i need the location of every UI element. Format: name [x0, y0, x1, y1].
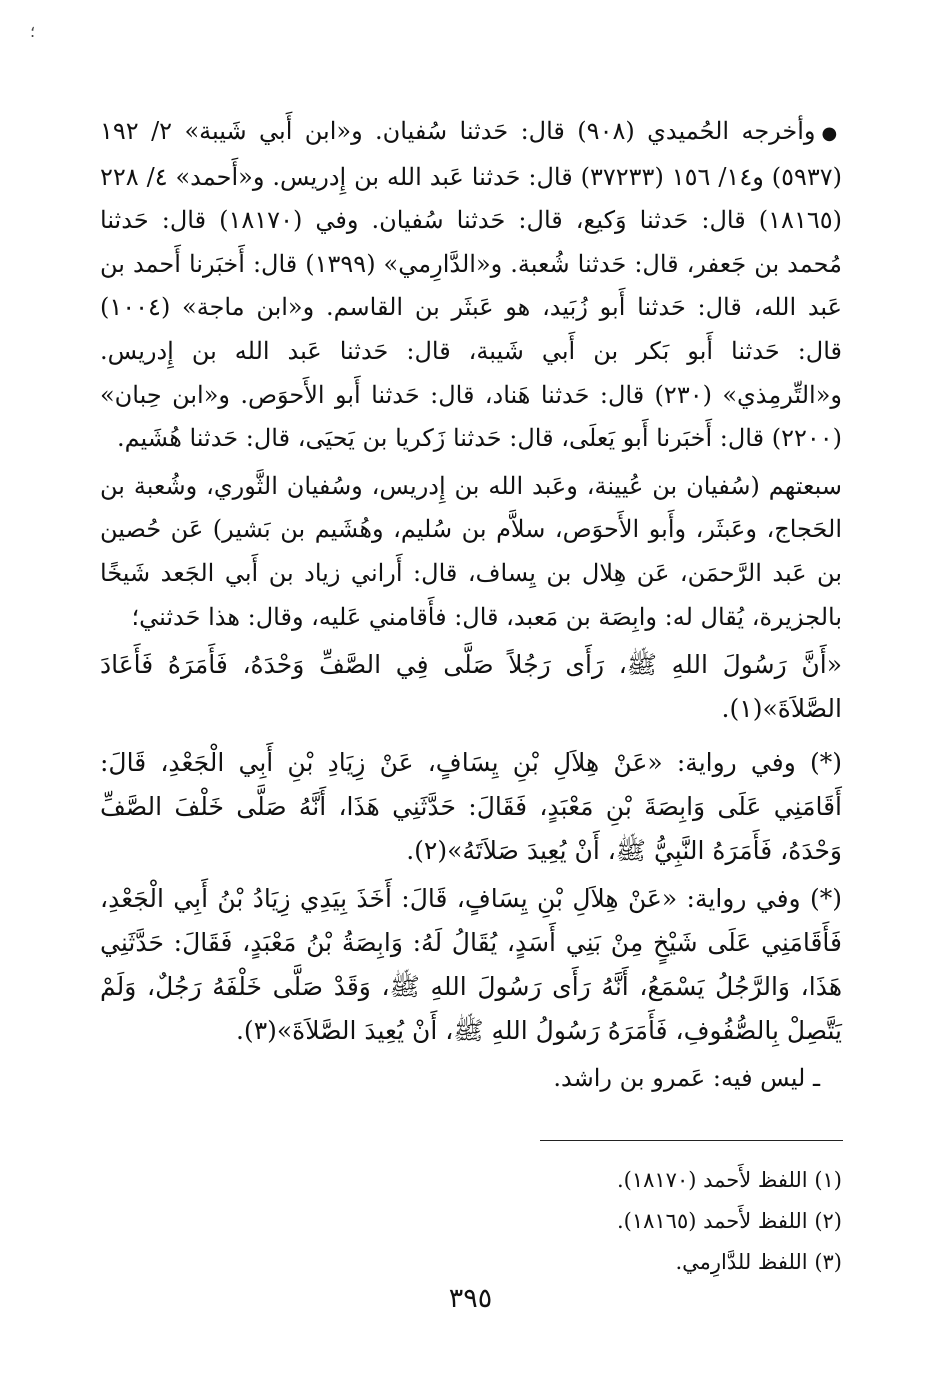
- footnote: (٢) اللفظ لأَحمد (١٨١٦٥).: [616, 1209, 842, 1233]
- paragraph-takhrij: [100, 110, 842, 461]
- paragraph-chain: سبعتهم (سُفيان بن عُيينة، وعَبد الله بن إِدريس، وسُفيان الثَّوري، وشُعبة بن الحَجاج، وعَبثَر، وأَبو الأَحوَص، سلاَّم بن سُليم، وهُشَيم بن بَشير) عَن حُصين بن عَبد الرَّحمَن، عَن هِلال بن يِساف، قال: أَراني زياد بن أَبي الجَعد شَيخًا بالجزيرة، يُقال له: وابِصَة بن مَعبد، قال: فأَقامني عَليه، وقال: هذا حَدثني؛: [100, 471, 843, 631]
- bullet-icon: ●: [821, 123, 843, 144]
- footnotes: [100, 1160, 842, 1283]
- main-text: [100, 110, 842, 1101]
- footnote: (١) اللفظ لأَحمد (١٨١٧٠).: [616, 1168, 842, 1192]
- paragraph-hadith-text: «أَنَّ رَسُولَ اللهِ ﷺ، رَأَى رَجُلاً صَلَّى فِي الصَّفِّ وَحْدَهُ، فَأَمَرَهُ فَأَعَادَ الصَّلاَةَ»(١).: [100, 650, 842, 724]
- paragraph-riwaya-2: (*) وفي رواية: «عَنْ هِلاَلِ بْنِ يِسَافٍ، قَالَ: أَخَذَ بِيَدِي زِيَادُ بْنُ أَبِي الْجَعْدِ، فَأَقَامَنِي عَلَى شَيْخٍ مِنْ بَنِي أَسَدٍ، يُقَالُ لَهُ: وَابِصَةُ بْنُ مَعْبَدٍ، فَقَالَ: حَدَّثَنِي هَذَا، وَالرَّجُلُ يَسْمَعُ، أَنَّهُ رَأَى رَسُولَ اللهِ ﷺ، وَقَدْ صَلَّى خَلْفَهُ رَجُلٌ، وَلَمْ يَتَّصِلْ بِالصُّفُوفِ، فَأَمَرَهُ رَسُولُ اللهِ ﷺ، أَنْ يُعِيدَ الصَّلاَةَ»(٣).: [100, 884, 842, 1046]
- footnote-divider: [540, 1140, 843, 1141]
- margin-mark: ؛: [30, 22, 36, 41]
- paragraph-takhrij-text: وأخرجه الحُميدي (٩٠٨) قال: حَدثنا سُفيان. و«ابن أَبي شَيبة» ٢/ ١٩٢ (٥٩٣٧) و١٤/ ١٥٦ (٣٧٢٣٣) قال: حَدثنا عَبد الله بن إِدريس. و«أَحمد» ٤/ ٢٢٨ (١٨١٦٥) قال: حَدثنا وَكيع، قال: حَدثنا سُفيان. وفي (١٨١٧٠) قال: حَدثنا مُحمد بن جَعفر، قال: حَدثنا شُعبة. و«الدَّارِمي» (١٣٩٩) قال: أَخبَرنا أَحمد بن عَبد الله، قال: حَدثنا أَبو زُبَيد، هو عَبثَر بن القاسم. و«ابن ماجة» (١٠٠٤) قال: حَدثنا أَبو بَكر بن أَبي شَيبة، قال: حَدثنا عَبد الله بن إِدريس. و«التِّرمِذي» (٢٣٠) قال: حَدثنا هَناد، قال: حَدثنا أَبو الأَحوَص. و«ابن حِبان» (٢٢٠٠) قال: أَخبَرنا أَبو يَعلَى، قال: حَدثنا زَكريا بن يَحيَى، قال: حَدثنا هُشَيم.: [100, 117, 843, 453]
- paragraph-riwaya-1: (*) وفي رواية: «عَنْ هِلاَلِ بْنِ يِسَافٍ، عَنْ زِيَادِ بْنِ أَبِي الْجَعْدِ، قَالَ: أَقَامَنِي عَلَى وَابِصَةَ بْنِ مَعْبَدٍ، فَقَالَ: حَدَّثَنِي هَذَا، أَنَّهُ صَلَّى خَلْفَ الصَّفِّ وَحْدَهُ، فَأَمَرَهُ النَّبِيُّ ﷺ، أَنْ يُعِيدَ صَلاَتَهُ»(٢).: [100, 748, 842, 866]
- page-number: ٣٩٥: [448, 1283, 493, 1314]
- footnote: (٣) اللفظ للدَّارِمي.: [675, 1250, 842, 1274]
- paragraph-note: ـ ليس فيه: عَمرو بن راشد.: [553, 1064, 820, 1093]
